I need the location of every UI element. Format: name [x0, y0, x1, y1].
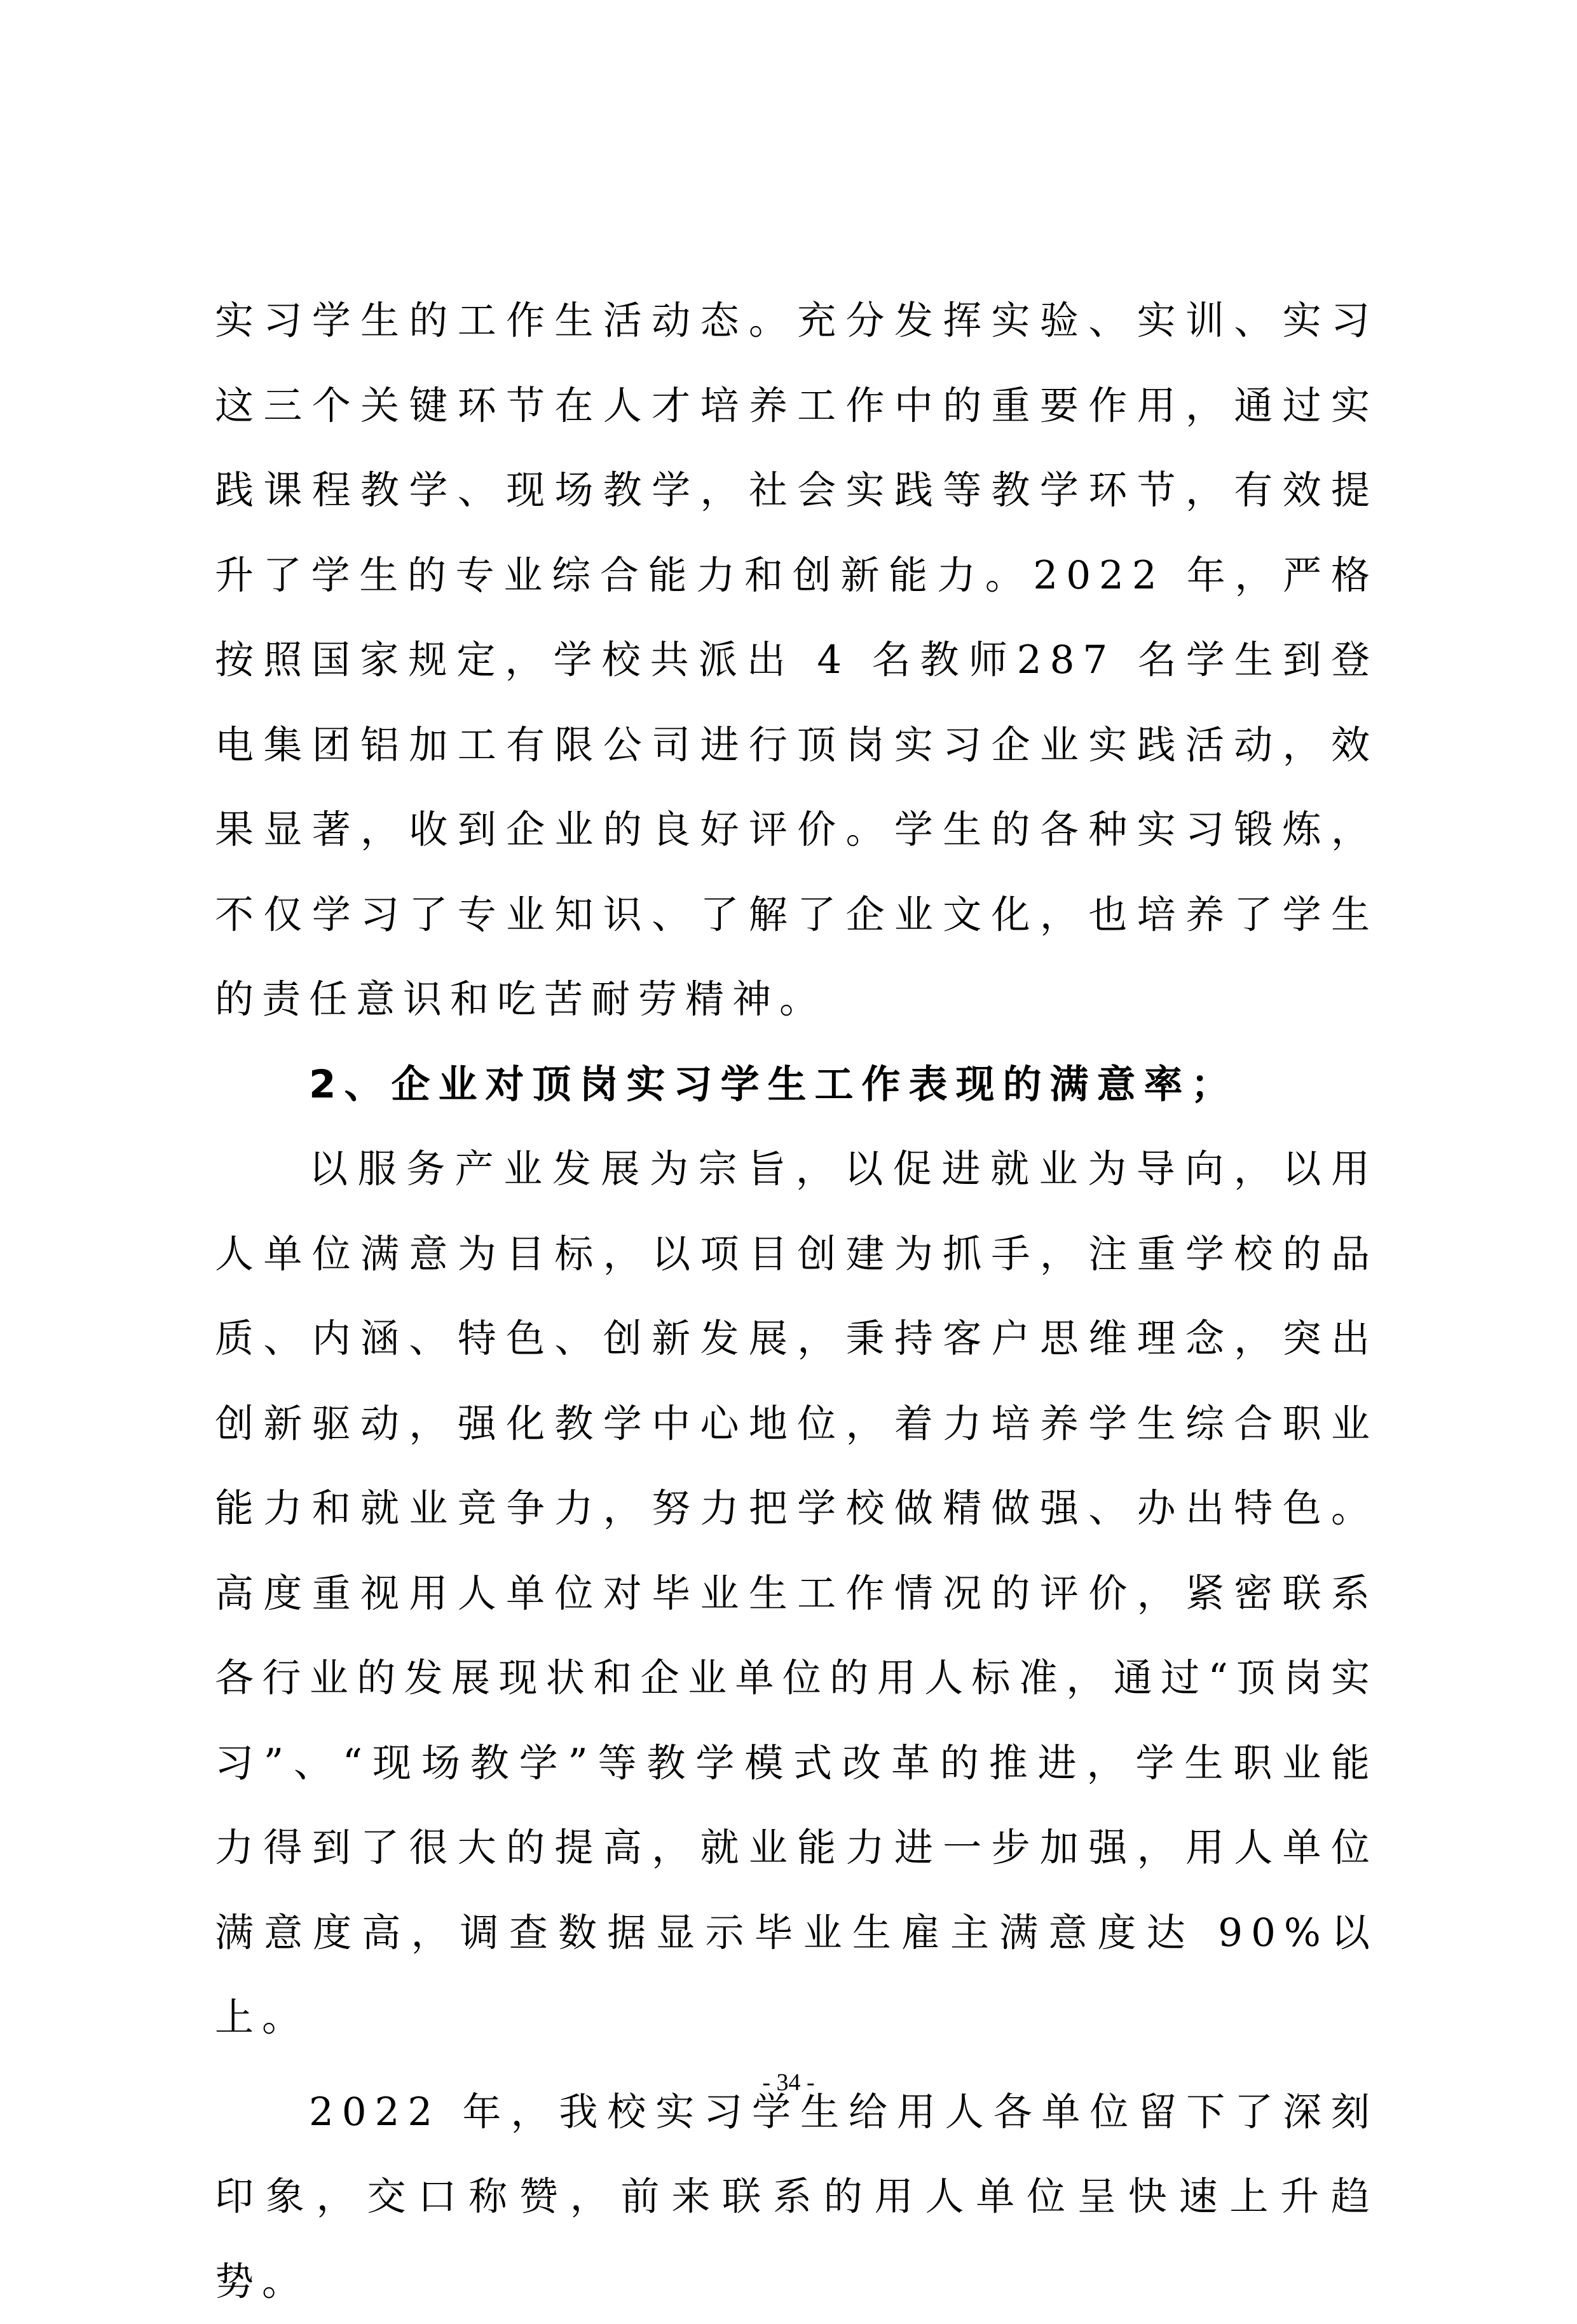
paragraph-employer-satisfaction: 以服务产业发展为宗旨，以促进就业为导向，以用人单位满意为目标，以项目创建为抓手，注重学校的品质、内涵、特色、创新发展，秉持客户思维理念，突出创新驱动，强化教学中心地位，着力培养学生综合职业能力和就业竞争力，努力把学校做精做强、办出特色。高度重视用人单位对毕业生工作情况的评价，紧密联系各行业的发展现状和企业单位的用人标准，通过“顶岗实习”、“现场教学”等教学模式改革的推进，学生职业能力得到了很大的提高，就业能力进一步加强，用人单位满意度高，调查数据显示毕业生雇主满意度达 90%以上。: [215, 1127, 1378, 2060]
document-body: [215, 278, 1378, 2324]
paragraph-2022-summary: 2022 年，我校实习学生给用人各单位留下了深刻印象，交口称赞，前来联系的用人单位呈快速上升趋势。: [215, 2070, 1378, 2324]
section-heading-satisfaction: 2、企业对顶岗实习学生工作表现的满意率；: [215, 1042, 1378, 1127]
page-number: - 34 -: [0, 2069, 1577, 2096]
paragraph-internship-practice: 实习学生的工作生活动态。充分发挥实验、实训、实习这三个关键环节在人才培养工作中的重要作用，通过实践课程教学、现场教学，社会实践等教学环节，有效提升了学生的专业综合能力和创新能力。2022 年，严格按照国家规定，学校共派出 4 名教师287 名学生到登电集团铝加工有限公司进行顶岗实习企业实践活动，效果显著，收到企业的良好评价。学生的各种实习锻炼，不仅学习了专业知识、了解了企业文化，也培养了学生的责任意识和吃苦耐劳精神。: [215, 278, 1378, 1042]
